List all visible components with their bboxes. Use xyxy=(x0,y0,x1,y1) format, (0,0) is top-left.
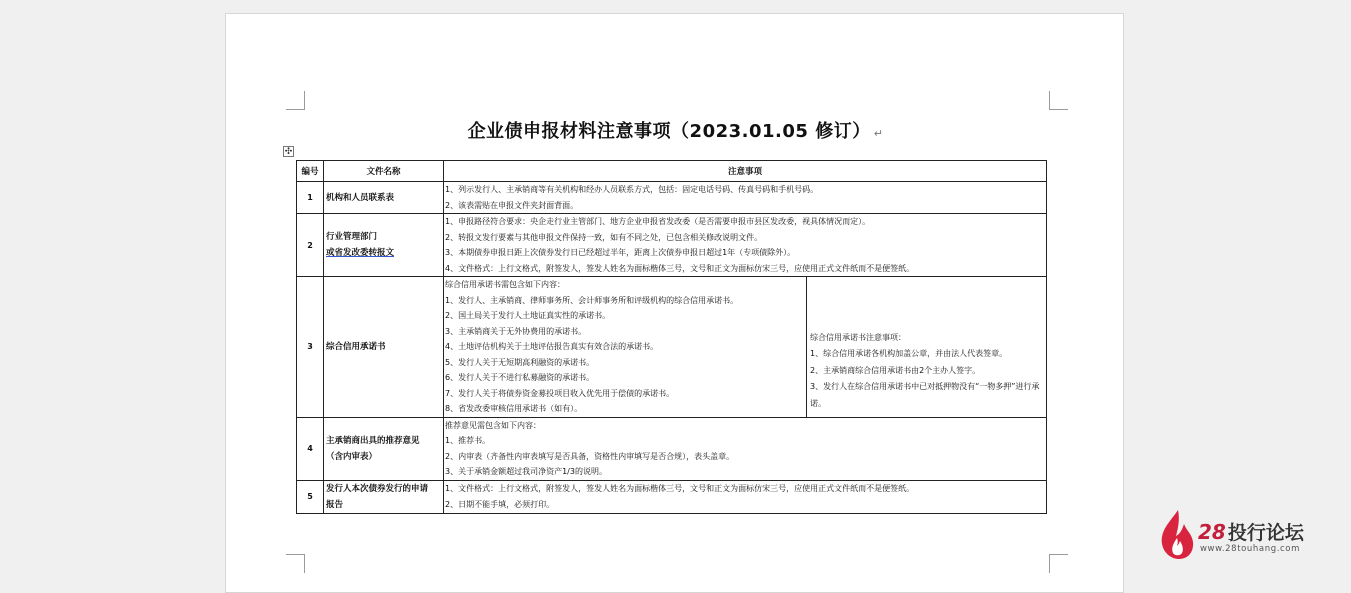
file-name-line: 综合信用承诺书 xyxy=(326,341,386,352)
table-row xyxy=(297,277,1047,418)
note-line: 推荐意见需包含如下内容： xyxy=(445,420,541,430)
note-line: 3、关于承销金额超过我司净资产1/3的说明。 xyxy=(445,467,607,476)
note-line: 3、本期债券申报日距上次债券发行日已经超过半年，距离上次债券申报日超过1年（专项债除外）。 xyxy=(445,248,796,257)
note-line: 4、土地评估机构关于土地评估报告真实有效合法的承诺书。 xyxy=(445,342,659,351)
note-line: 2、日期不能手填，必须打印。 xyxy=(445,499,555,509)
row-number: 3 xyxy=(297,277,324,418)
note-line: 4、文件格式：上行文格式，附签发人，签发人姓名为面标楷体三号，文号和正文为面标仿宋三号，应使用正式文件纸而不是便签纸。 xyxy=(445,263,915,273)
note-line: 8、省发改委审核信用承诺书（如有）。 xyxy=(445,404,583,413)
row-number: 4 xyxy=(297,417,324,480)
note-line: 1、申报路径符合要求：央企走行业主管部门、地方企业申报省发改委（是否需要申报市县区发改委，视具体情况而定）。 xyxy=(445,217,871,226)
side-note-line: 1、综合信用承诺各机构加盖公章，并由法人代表签章。 xyxy=(810,349,1008,359)
crop-mark-bottom-left xyxy=(286,554,305,573)
row-notes xyxy=(444,480,1047,513)
requirements-table xyxy=(296,160,1047,514)
row-notes xyxy=(444,214,1047,277)
watermark-url: www.28touhang.com xyxy=(1200,544,1300,554)
row-notes xyxy=(444,182,1047,214)
file-name-line: 发行人本次债券发行的申请 xyxy=(326,483,429,494)
side-note-line: 3、发行人在综合信用承诺书中已对抵押物没有“一物多押”进行承诺。 xyxy=(810,382,1040,408)
crop-mark-bottom-right xyxy=(1049,554,1068,573)
flame-icon xyxy=(1158,508,1196,560)
table-row xyxy=(297,480,1047,513)
note-line: 7、发行人关于将债券资金募投项目收入优先用于偿债的承诺书。 xyxy=(445,388,675,398)
table-row xyxy=(297,417,1047,480)
row-file-name xyxy=(324,480,444,513)
row-file-name xyxy=(324,417,444,480)
row-file-name xyxy=(324,214,444,277)
note-line: 2、内审表（齐备性内审表填写是否具备，资格性内审填写是否合规），表头盖章。 xyxy=(445,451,735,461)
row-number: 2 xyxy=(297,214,324,277)
watermark-logo xyxy=(1158,508,1338,560)
table-row xyxy=(297,182,1047,214)
note-line: 2、转报文发行要素与其他申报文件保持一致，如有不同之处，已包含相关修改说明文件。 xyxy=(445,232,763,242)
crop-mark-top-left xyxy=(286,91,305,110)
table-move-handle-icon[interactable]: ✣ xyxy=(284,147,293,157)
note-line: 1、文件格式：上行文格式，附签发人，签发人姓名为面标楷体三号，文号和正文为面标仿宋三号，应使用正式文件纸而不是便签纸。 xyxy=(445,484,915,493)
note-line: 3、主承销商关于无外协费用的承诺书。 xyxy=(445,326,587,336)
header-number: 编号 xyxy=(297,161,324,182)
watermark-brand xyxy=(1198,518,1304,545)
file-name-line: 行业管理部门 xyxy=(326,232,378,242)
row-notes xyxy=(444,277,807,418)
table-header-row xyxy=(297,161,1047,182)
brand-name: 投行论坛 xyxy=(1227,522,1304,544)
note-line: 6、发行人关于不进行私募融资的承诺书。 xyxy=(445,373,595,382)
side-note-line: 2、主承销商综合信用承诺书由2个主办人签字。 xyxy=(810,365,981,375)
crop-mark-top-right xyxy=(1049,91,1068,110)
row-number: 1 xyxy=(297,182,324,214)
table-row xyxy=(297,214,1047,277)
file-name-line: 或省发改委转报文 xyxy=(326,248,395,258)
header-file-name: 文件名称 xyxy=(324,161,444,182)
document-page xyxy=(225,13,1124,593)
row-file-name xyxy=(324,277,444,418)
paragraph-mark-icon: ↵ xyxy=(873,127,884,140)
side-note-line: 综合信用承诺书注意事项： xyxy=(810,332,906,342)
brand-number: 28 xyxy=(1198,520,1226,544)
title-text: 企业债申报材料注意事项（2023.01.05 修订） xyxy=(467,121,871,142)
note-line: 2、该表需贴在申报文件夹封面背面。 xyxy=(445,200,579,210)
note-line: 1、发行人、主承销商、律师事务所、会计师事务所和评级机构的综合信用承诺书。 xyxy=(445,295,739,305)
header-notes: 注意事项 xyxy=(444,161,1047,182)
file-name-line: 机构和人员联系表 xyxy=(326,192,395,203)
note-line: 5、发行人关于无短期高利融资的承诺书。 xyxy=(445,357,595,367)
note-line: 1、推荐书。 xyxy=(445,436,491,445)
row-notes xyxy=(444,417,1047,480)
note-line: 综合信用承诺书需包含如下内容： xyxy=(445,280,565,289)
file-name-line: 报告 xyxy=(326,499,344,510)
document-title xyxy=(226,117,1125,143)
row-file-name xyxy=(324,182,444,214)
row-side-notes xyxy=(807,277,1047,418)
note-line: 2、国土局关于发行人土地证真实性的承诺书。 xyxy=(445,311,611,320)
file-name-line: （含内审表） xyxy=(326,451,378,462)
note-line: 1、列示发行人、主承销商等有关机构和经办人员联系方式，包括：固定电话号码、传真号码和手机号码。 xyxy=(445,185,819,194)
row-number: 5 xyxy=(297,480,324,513)
file-name-line: 主承销商出具的推荐意见 xyxy=(326,435,420,446)
